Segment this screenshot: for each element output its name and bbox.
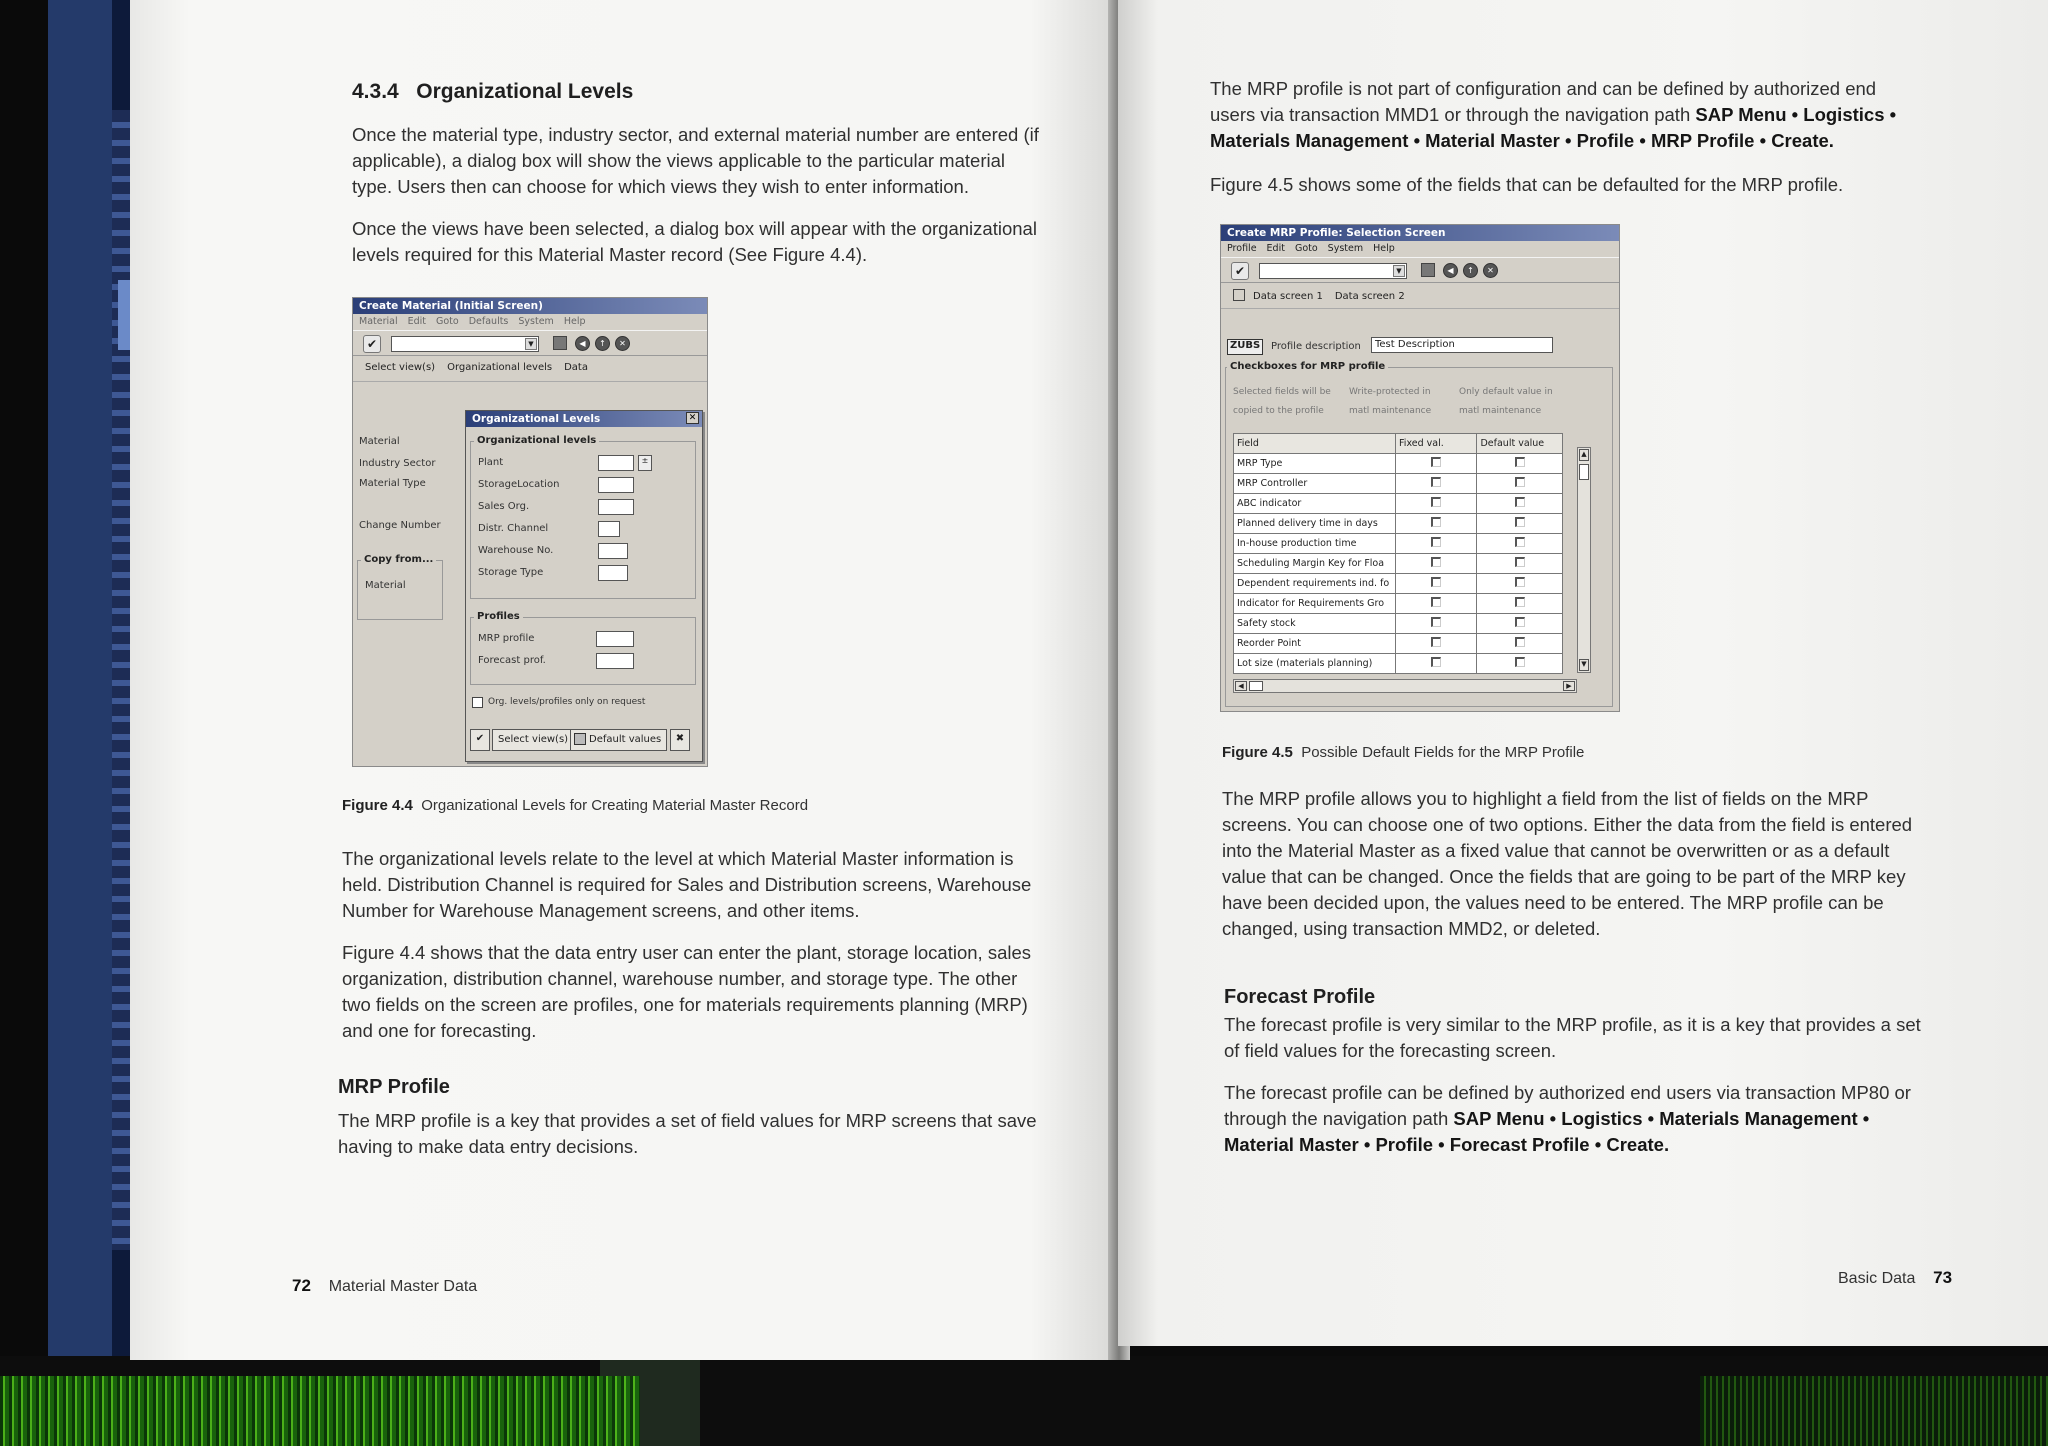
mrp-profile-heading: MRP Profile xyxy=(338,1076,450,1098)
table-row xyxy=(1234,634,1563,654)
bg-label-type: Material Type xyxy=(359,478,426,489)
figure-4-4-window xyxy=(352,297,708,767)
table-row xyxy=(1234,454,1563,474)
table-row xyxy=(1234,614,1563,634)
plant-input[interactable] xyxy=(598,455,634,471)
table-row xyxy=(1234,534,1563,554)
menu-bar xyxy=(353,314,707,330)
command-field[interactable] xyxy=(391,336,539,352)
table-header xyxy=(1234,434,1563,454)
figure-4-4-caption xyxy=(342,797,808,814)
menu-defaults[interactable]: Defaults xyxy=(468,316,509,327)
row-field: MRP Controller xyxy=(1234,474,1396,494)
plant-label: Plant xyxy=(478,457,504,468)
default-checkbox[interactable] xyxy=(1515,617,1525,627)
profiles-frame-title: Profiles xyxy=(474,611,523,622)
cancel-icon-mrp[interactable]: ✕ xyxy=(1483,263,1498,278)
background-grass-right xyxy=(1700,1376,2048,1446)
menu-goto-mrp[interactable]: Goto xyxy=(1294,243,1318,254)
sales-org-input[interactable] xyxy=(598,499,634,515)
fixed-checkbox[interactable] xyxy=(1431,477,1441,487)
select-views-dialog-button[interactable]: Select view(s) xyxy=(492,729,574,751)
table-row xyxy=(1234,494,1563,514)
bg-label-change: Change Number xyxy=(359,520,441,531)
right-paragraph-1-text: The MRP profile is not part of configuration and can be defined by authorized end users via transaction MMD1 or through the navigation path xyxy=(1210,78,1877,125)
scroll-right-icon[interactable]: ▶ xyxy=(1563,681,1575,691)
warehouse-input[interactable] xyxy=(598,543,628,559)
row-field: Scheduling Margin Key for Floa xyxy=(1234,554,1396,574)
left-footer xyxy=(292,1276,477,1296)
fixed-checkbox[interactable] xyxy=(1431,537,1441,547)
command-field-mrp[interactable] xyxy=(1259,263,1407,279)
hint-copied: Selected fields will be copied to the profile xyxy=(1233,387,1331,416)
mrp-profile-input[interactable] xyxy=(596,631,634,647)
right-page-number: 73 xyxy=(1933,1268,1953,1287)
fixed-checkbox[interactable] xyxy=(1431,617,1441,627)
figure-4-5-label: Figure 4.5 xyxy=(1222,744,1293,761)
default-values-icon xyxy=(574,733,586,745)
table-row xyxy=(1234,474,1563,494)
scroll-down-icon[interactable]: ▼ xyxy=(1579,659,1589,671)
row-field: Reorder Point xyxy=(1234,634,1396,654)
select-views-button[interactable]: Select view(s) xyxy=(365,362,436,373)
mrp-nav-path: SAP Menu • Logistics • Materials Management • Material Master • Profile • MRP Profile • Create. xyxy=(1210,104,1897,151)
storage-location-input[interactable] xyxy=(598,477,634,493)
book-background-left xyxy=(0,0,140,1446)
menu-bar-mrp xyxy=(1221,241,1619,257)
background-grass xyxy=(0,1376,640,1446)
default-values-label: Default values xyxy=(589,734,662,745)
right-paragraph-1 xyxy=(1210,76,1900,154)
default-checkbox[interactable] xyxy=(1515,457,1525,467)
right-page xyxy=(1118,0,2048,1346)
col-default: Default value xyxy=(1477,434,1563,454)
paragraph-4: Figure 4.4 shows that the data entry user can enter the plant, storage location, sales organization, distribution channel, warehouse number, and storage type. The other two fields on the screen are profiles, one for materials requirements planning (MRP) and one for forecasting. xyxy=(342,942,1032,1041)
org-levels-button[interactable]: Organizational levels xyxy=(447,362,553,373)
left-page xyxy=(130,0,1120,1360)
figure-4-5-caption xyxy=(1222,744,1584,761)
right-running-head: Basic Data xyxy=(1838,1270,1916,1287)
paragraph-5: The MRP profile is a key that provides a set of field values for MRP screens that save having to make data entry decisions. xyxy=(338,1110,1037,1157)
application-toolbar xyxy=(353,356,707,382)
row-field: Dependent requirements ind. fo xyxy=(1234,574,1396,594)
forecast-profile-label: Forecast prof. xyxy=(478,655,546,666)
copy-from-title: Copy from... xyxy=(361,554,436,565)
mrp-checkbox-frame-title: Checkboxes for MRP profile xyxy=(1227,361,1388,372)
paragraph-2: Once the views have been selected, a dialog box will appear with the organizational levels required for this Material Master record (See Figure 4.4). xyxy=(352,218,1037,265)
profiles-frame xyxy=(470,617,696,685)
table-row xyxy=(1234,514,1563,534)
menu-help[interactable]: Help xyxy=(563,316,586,327)
save-icon[interactable] xyxy=(553,336,567,350)
table-row xyxy=(1234,574,1563,594)
menu-profile[interactable]: Profile xyxy=(1227,243,1257,254)
data-screen-2-button[interactable]: Data screen 2 xyxy=(1334,291,1405,302)
bg-label-material: Material xyxy=(359,436,400,447)
warehouse-label: Warehouse No. xyxy=(478,545,554,556)
hint-write-protected: Write-protected in matl maintenance xyxy=(1349,387,1432,416)
org-levels-frame-title: Organizational levels xyxy=(474,435,599,446)
window-title: Create Material (Initial Screen) xyxy=(353,298,707,314)
standard-toolbar-mrp xyxy=(1221,257,1619,283)
save-icon-mrp[interactable] xyxy=(1421,263,1435,277)
sales-org-label: Sales Org. xyxy=(478,501,530,512)
fixed-checkbox[interactable] xyxy=(1431,637,1441,647)
storage-type-label: Storage Type xyxy=(478,567,544,578)
distr-channel-label: Distr. Channel xyxy=(478,523,549,534)
right-paragraph-5 xyxy=(1224,1080,1924,1158)
table-row xyxy=(1234,594,1563,614)
back-icon-mrp[interactable]: ◀ xyxy=(1443,263,1458,278)
default-checkbox[interactable] xyxy=(1515,577,1525,587)
fixed-checkbox[interactable] xyxy=(1431,517,1441,527)
section-title: Organizational Levels xyxy=(416,80,634,103)
default-checkbox[interactable] xyxy=(1515,517,1525,527)
row-field: In-house production time xyxy=(1234,534,1396,554)
section-heading xyxy=(352,80,633,104)
mrp-fields-table xyxy=(1233,433,1563,674)
right-paragraph-4: The forecast profile is very similar to the MRP profile, as it is a key that provides a set of field values for the forecasting screen. xyxy=(1224,1014,1921,1061)
row-field: MRP Type xyxy=(1234,454,1396,474)
forecast-nav-path: SAP Menu • Logistics • Materials Management • Material Master • Profile • Forecast Profile • Create. xyxy=(1224,1108,1870,1155)
default-checkbox[interactable] xyxy=(1515,657,1525,667)
paragraph-3: The organizational levels relate to the level at which Material Master information is held. Distribution Channel is required for Sales and Distribution screens, Warehouse Number for Warehouse Management screens, and other items. xyxy=(342,848,1032,921)
fixed-checkbox[interactable] xyxy=(1431,457,1441,467)
default-checkbox[interactable] xyxy=(1515,637,1525,647)
figure-4-5-window xyxy=(1220,224,1620,712)
forecast-profile-heading: Forecast Profile xyxy=(1224,986,1376,1008)
storage-location-label: StorageLocation xyxy=(478,479,560,490)
row-field: Indicator for Requirements Gro xyxy=(1234,594,1396,614)
ok-check-icon[interactable]: ✔ xyxy=(470,729,490,751)
row-field: Safety stock xyxy=(1234,614,1396,634)
figure-4-4-label: Figure 4.4 xyxy=(342,797,413,814)
right-paragraph-3: The MRP profile allows you to highlight a field from the list of fields on the MRP screens. You can choose one of two options. Either the data from the field is entered into the Material Master as a fixed value that cannot be overwritten or as a default value that can be changed. Once the fields that are going to be part of the MRP key have been decided upon, the values need to be entered. The MRP profile can be changed, using transaction MMD2, or deleted. xyxy=(1222,788,1913,939)
check-icon-mrp[interactable]: ✔ xyxy=(1231,262,1249,280)
copy-material-label: Material xyxy=(365,580,406,591)
menu-edit[interactable]: Edit xyxy=(407,316,426,327)
figure-4-5-caption-text: Possible Default Fields for the MRP Profile xyxy=(1301,744,1585,761)
forecast-profile-input[interactable] xyxy=(596,653,634,669)
default-checkbox[interactable] xyxy=(1515,537,1525,547)
default-checkbox[interactable] xyxy=(1515,557,1525,567)
application-toolbar-mrp xyxy=(1221,283,1619,309)
profile-desc-label: Profile description xyxy=(1271,341,1361,352)
fixed-checkbox[interactable] xyxy=(1431,657,1441,667)
section-number: 4.3.4 xyxy=(352,80,399,103)
dropdown-icon-mrp[interactable]: ▼ xyxy=(1393,265,1405,277)
window-title-mrp: Create MRP Profile: Selection Screen xyxy=(1221,225,1619,241)
back-icon[interactable]: ◀ xyxy=(575,336,590,351)
org-levels-dialog xyxy=(465,410,703,762)
paragraph-1: Once the material type, industry sector, and external material number are entered (if applicable), a dialog box will show the views applicable to the particular material type. Users then can choose for which views they wish to enter information. xyxy=(352,124,1039,197)
fixed-checkbox[interactable] xyxy=(1431,557,1441,567)
distr-channel-input[interactable] xyxy=(598,521,620,537)
menu-edit-mrp[interactable]: Edit xyxy=(1266,243,1285,254)
right-footer xyxy=(1838,1268,1952,1288)
menu-system[interactable]: System xyxy=(518,316,554,327)
default-checkbox[interactable] xyxy=(1515,477,1525,487)
org-levels-checkbox[interactable] xyxy=(472,697,483,708)
figure-4-4-caption-text: Organizational Levels for Creating Material Master Record xyxy=(421,797,809,814)
fixed-checkbox[interactable] xyxy=(1431,497,1441,507)
org-levels-checkbox-label: Org. levels/profiles only on request xyxy=(488,697,646,707)
dialog-title-text: Organizational Levels xyxy=(472,413,601,425)
profile-desc-input[interactable]: Test Description xyxy=(1371,337,1553,353)
dialog-title xyxy=(466,411,702,427)
menu-system-mrp[interactable]: System xyxy=(1327,243,1364,254)
menu-goto[interactable]: Goto xyxy=(436,316,459,327)
data-screen-1-button[interactable]: Data screen 1 xyxy=(1253,291,1323,302)
bg-label-industry: Industry Sector xyxy=(359,458,436,469)
row-field: ABC indicator xyxy=(1234,494,1396,514)
cancel-icon[interactable]: ✕ xyxy=(615,336,630,351)
exit-icon-mrp[interactable]: ↑ xyxy=(1463,263,1478,278)
data-button[interactable]: Data xyxy=(564,362,588,373)
storage-type-input[interactable] xyxy=(598,565,628,581)
menu-help-mrp[interactable]: Help xyxy=(1373,243,1395,254)
table-row xyxy=(1234,554,1563,574)
profile-key-field[interactable]: ZUBS xyxy=(1227,339,1263,355)
hscroll-thumb[interactable] xyxy=(1249,681,1263,691)
cancel-x-icon[interactable]: ✖ xyxy=(670,729,690,751)
default-checkbox[interactable] xyxy=(1515,497,1525,507)
right-paragraph-2: Figure 4.5 shows some of the fields that can be defaulted for the MRP profile. xyxy=(1210,174,1844,195)
default-checkbox[interactable] xyxy=(1515,597,1525,607)
table-row xyxy=(1234,654,1563,674)
col-field: Field xyxy=(1234,434,1396,454)
background-bottom xyxy=(0,1356,2048,1446)
mrp-profile-label: MRP profile xyxy=(478,633,535,644)
row-field: Planned delivery time in days xyxy=(1234,514,1396,534)
vertical-scrollbar[interactable] xyxy=(1577,447,1591,673)
plant-help-icon[interactable]: ± xyxy=(638,455,652,471)
left-page-number: 72 xyxy=(292,1276,311,1295)
fixed-checkbox[interactable] xyxy=(1431,577,1441,587)
left-running-head: Material Master Data xyxy=(328,1278,478,1295)
check-icon[interactable]: ✔ xyxy=(363,335,381,353)
scroll-up-icon[interactable]: ▲ xyxy=(1579,449,1589,461)
right-paragraph-5-text: The forecast profile can be defined by authorized end users via transaction MP80 or through the navigation path xyxy=(1224,1082,1911,1129)
hint-default-only: Only default value in matl maintenance xyxy=(1459,387,1553,416)
row-field: Lot size (materials planning) xyxy=(1234,654,1396,674)
close-icon[interactable]: ✕ xyxy=(686,412,699,424)
data-screen-icon xyxy=(1233,289,1245,301)
scroll-thumb[interactable] xyxy=(1579,464,1589,480)
col-fixed: Fixed val. xyxy=(1396,434,1477,454)
scroll-left-icon[interactable]: ◀ xyxy=(1235,681,1247,691)
menu-material[interactable]: Material xyxy=(359,316,398,327)
dropdown-icon[interactable]: ▼ xyxy=(525,338,537,350)
fixed-checkbox[interactable] xyxy=(1431,597,1441,607)
exit-icon[interactable]: ↑ xyxy=(595,336,610,351)
horizontal-scrollbar[interactable] xyxy=(1233,679,1577,693)
standard-toolbar xyxy=(353,330,707,356)
